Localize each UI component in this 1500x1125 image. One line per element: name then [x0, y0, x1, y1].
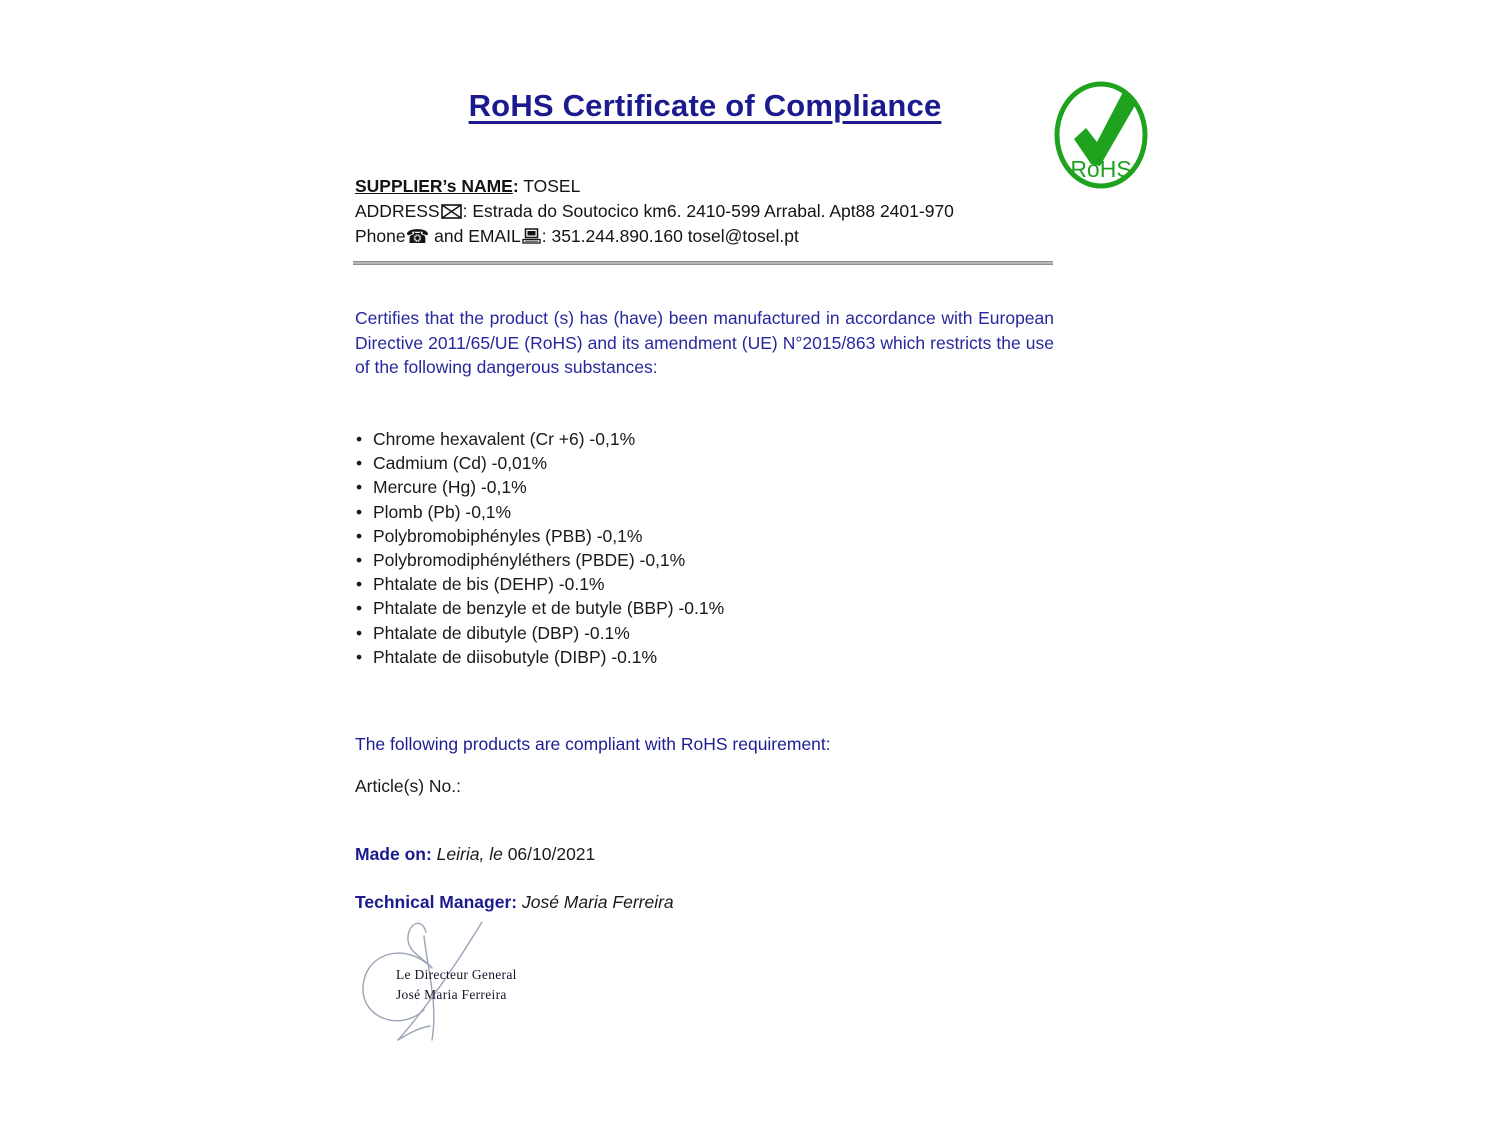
made-on-label: Made on: [355, 844, 432, 864]
list-item: • Plomb (Pb) -0,1% [356, 500, 996, 524]
substances-list [356, 427, 996, 669]
envelope-icon [441, 204, 462, 219]
compliance-statement: The following products are compliant with RoHS requirement: [355, 734, 831, 754]
contact-value: : 351.244.890.160 tosel@tosel.pt [541, 226, 799, 246]
list-item: • Phtalate de dibutyle (DBP) -0.1% [356, 621, 996, 645]
supplier-name-label: SUPPLIER’s NAME [355, 176, 513, 196]
technical-manager-name: José Maria Ferreira [517, 892, 674, 912]
phone-label: Phone [355, 226, 406, 246]
list-item: • Chrome hexavalent (Cr +6) -0,1% [356, 427, 996, 451]
phone-icon: ☎ [405, 227, 430, 248]
supplier-contact-line [355, 224, 1065, 250]
rohs-logo [1053, 80, 1149, 190]
checkmark-icon [1074, 92, 1137, 166]
rohs-logo-text: RoHS [1070, 156, 1132, 182]
supplier-name-line [355, 174, 1065, 199]
supplier-address-line [355, 199, 1065, 224]
supplier-block [355, 174, 1065, 250]
divider-rule [353, 261, 1053, 265]
address-value: : Estrada do Soutocico km6. 2410-599 Arrabal. Apt88 2401-970 [462, 201, 954, 221]
address-label: ADDRESS [355, 201, 440, 221]
supplier-name-value: TOSEL [518, 176, 581, 196]
list-item: • Polybromobiphényles (PBB) -0,1% [356, 524, 996, 548]
technical-manager-label: Technical Manager: [355, 892, 518, 912]
technical-manager-line [355, 892, 674, 913]
list-item: • Polybromodiphényléthers (PBDE) -0,1% [356, 548, 996, 572]
signature-name: José Maria Ferreira [396, 987, 507, 1002]
page-title: RoHS Certificate of Compliance [468, 88, 942, 123]
computer-icon [522, 228, 541, 244]
article-number-label: Article(s) No.: [355, 776, 461, 796]
signature-title: Le Directeur General [396, 967, 517, 982]
supplier-name-colon: : [512, 176, 519, 196]
made-on-line [355, 844, 595, 865]
made-on-place: Leiria, le [431, 844, 503, 864]
list-item: • Phtalate de diisobutyle (DIBP) -0.1% [356, 645, 996, 669]
certification-statement: Certifies that the product (s) has (have) been manufactured in accordance with European Directive 2011/65/UE (RoHS) and its amendment (UE) N°2015/863 which restricts the use of the following dangerous substances: [355, 308, 1054, 377]
list-item: • Cadmium (Cd) -0,01% [356, 451, 996, 475]
list-item: • Phtalate de benzyle et de butyle (BBP) -0.1% [356, 596, 996, 620]
made-on-date: 06/10/2021 [502, 844, 596, 864]
and-email-label: and EMAIL [429, 226, 521, 246]
signature-text [396, 965, 517, 1005]
list-item: • Phtalate de bis (DEHP) -0.1% [356, 572, 996, 596]
list-item: • Mercure (Hg) -0,1% [356, 475, 996, 499]
